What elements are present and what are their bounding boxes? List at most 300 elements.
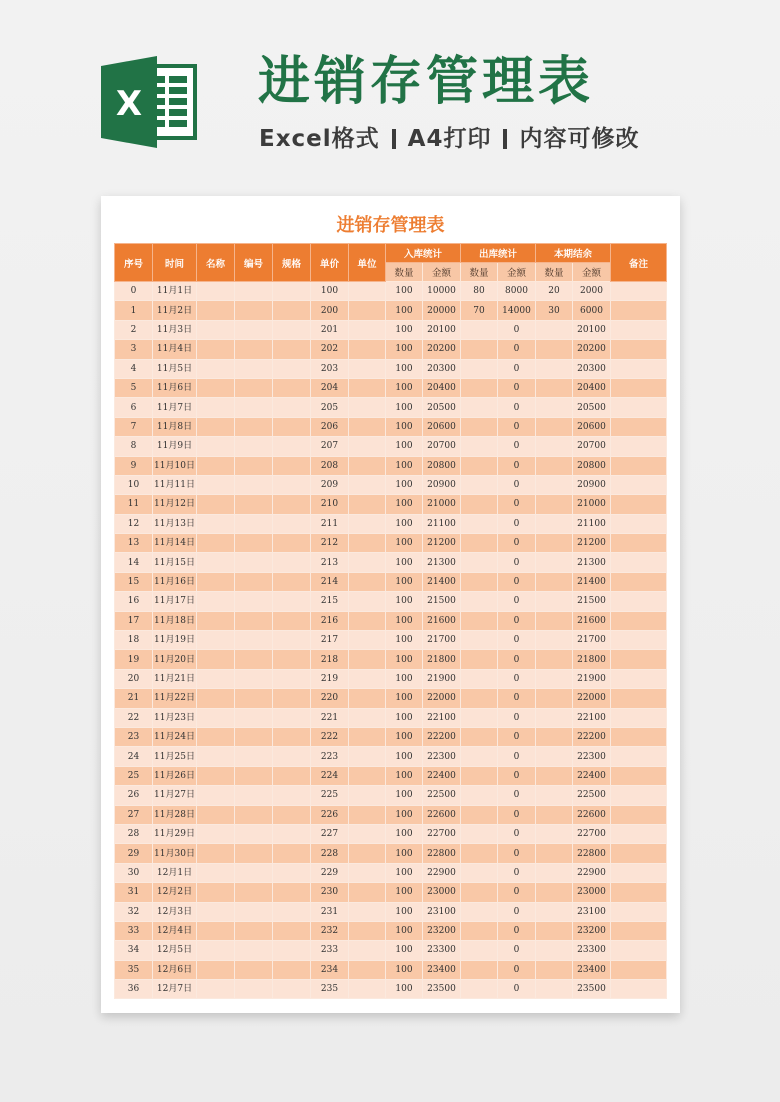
- cell-price[interactable]: 211: [311, 514, 349, 533]
- cell-seq[interactable]: 1: [115, 301, 153, 320]
- cell-date[interactable]: 11月5日: [153, 359, 197, 378]
- cell-bal-amt[interactable]: 21700: [573, 631, 611, 650]
- cell-in-qty[interactable]: 100: [386, 786, 423, 805]
- cell-spec[interactable]: [273, 495, 311, 514]
- cell-out-qty[interactable]: [461, 320, 498, 339]
- cell-note[interactable]: [611, 863, 667, 882]
- cell-in-amt[interactable]: 22700: [423, 824, 461, 843]
- cell-in-amt[interactable]: 20200: [423, 340, 461, 359]
- cell-seq[interactable]: 29: [115, 844, 153, 863]
- cell-in-amt[interactable]: 23500: [423, 980, 461, 999]
- cell-note[interactable]: [611, 514, 667, 533]
- cell-note[interactable]: [611, 301, 667, 320]
- cell-spec[interactable]: [273, 359, 311, 378]
- cell-bal-amt[interactable]: 22000: [573, 689, 611, 708]
- cell-out-qty[interactable]: [461, 941, 498, 960]
- cell-in-amt[interactable]: 21600: [423, 611, 461, 630]
- cell-price[interactable]: 224: [311, 766, 349, 785]
- cell-name[interactable]: [197, 534, 235, 553]
- cell-unit[interactable]: [349, 980, 386, 999]
- cell-bal-amt[interactable]: 21300: [573, 553, 611, 572]
- cell-bal-amt[interactable]: 22300: [573, 747, 611, 766]
- cell-name[interactable]: [197, 456, 235, 475]
- cell-note[interactable]: [611, 282, 667, 301]
- cell-code[interactable]: [235, 378, 273, 397]
- cell-out-qty[interactable]: [461, 553, 498, 572]
- cell-in-amt[interactable]: 23400: [423, 960, 461, 979]
- cell-unit[interactable]: [349, 592, 386, 611]
- cell-in-amt[interactable]: 21200: [423, 534, 461, 553]
- cell-unit[interactable]: [349, 805, 386, 824]
- cell-date[interactable]: 11月24日: [153, 727, 197, 746]
- cell-out-qty[interactable]: [461, 921, 498, 940]
- cell-price[interactable]: 228: [311, 844, 349, 863]
- cell-spec[interactable]: [273, 921, 311, 940]
- cell-unit[interactable]: [349, 320, 386, 339]
- cell-code[interactable]: [235, 766, 273, 785]
- cell-bal-amt[interactable]: 6000: [573, 301, 611, 320]
- cell-out-qty[interactable]: [461, 631, 498, 650]
- cell-code[interactable]: [235, 553, 273, 572]
- cell-note[interactable]: [611, 805, 667, 824]
- cell-spec[interactable]: [273, 301, 311, 320]
- cell-in-qty[interactable]: 100: [386, 553, 423, 572]
- cell-price[interactable]: 216: [311, 611, 349, 630]
- cell-price[interactable]: 225: [311, 786, 349, 805]
- cell-seq[interactable]: 18: [115, 631, 153, 650]
- cell-date[interactable]: 11月22日: [153, 689, 197, 708]
- cell-unit[interactable]: [349, 378, 386, 397]
- cell-price[interactable]: 220: [311, 689, 349, 708]
- cell-unit[interactable]: [349, 708, 386, 727]
- cell-in-qty[interactable]: 100: [386, 689, 423, 708]
- cell-out-qty[interactable]: [461, 572, 498, 591]
- cell-seq[interactable]: 13: [115, 534, 153, 553]
- cell-name[interactable]: [197, 611, 235, 630]
- cell-bal-amt[interactable]: 23500: [573, 980, 611, 999]
- cell-unit[interactable]: [349, 883, 386, 902]
- cell-spec[interactable]: [273, 980, 311, 999]
- cell-unit[interactable]: [349, 534, 386, 553]
- cell-bal-qty[interactable]: [536, 689, 573, 708]
- cell-seq[interactable]: 26: [115, 786, 153, 805]
- cell-date[interactable]: 12月5日: [153, 941, 197, 960]
- cell-spec[interactable]: [273, 766, 311, 785]
- cell-out-qty[interactable]: [461, 708, 498, 727]
- cell-out-qty[interactable]: [461, 456, 498, 475]
- cell-out-amt[interactable]: 0: [498, 650, 536, 669]
- cell-unit[interactable]: [349, 359, 386, 378]
- cell-code[interactable]: [235, 747, 273, 766]
- cell-out-qty[interactable]: [461, 611, 498, 630]
- cell-spec[interactable]: [273, 650, 311, 669]
- cell-out-qty[interactable]: [461, 980, 498, 999]
- cell-note[interactable]: [611, 631, 667, 650]
- cell-seq[interactable]: 7: [115, 417, 153, 436]
- cell-price[interactable]: 206: [311, 417, 349, 436]
- cell-unit[interactable]: [349, 689, 386, 708]
- cell-bal-amt[interactable]: 21900: [573, 669, 611, 688]
- cell-seq[interactable]: 14: [115, 553, 153, 572]
- cell-note[interactable]: [611, 824, 667, 843]
- cell-name[interactable]: [197, 941, 235, 960]
- cell-spec[interactable]: [273, 747, 311, 766]
- cell-code[interactable]: [235, 534, 273, 553]
- cell-seq[interactable]: 17: [115, 611, 153, 630]
- cell-name[interactable]: [197, 863, 235, 882]
- cell-note[interactable]: [611, 980, 667, 999]
- cell-out-amt[interactable]: 0: [498, 340, 536, 359]
- cell-unit[interactable]: [349, 650, 386, 669]
- cell-note[interactable]: [611, 475, 667, 494]
- cell-price[interactable]: 203: [311, 359, 349, 378]
- cell-code[interactable]: [235, 631, 273, 650]
- cell-in-qty[interactable]: 100: [386, 902, 423, 921]
- cell-spec[interactable]: [273, 844, 311, 863]
- cell-in-qty[interactable]: 100: [386, 805, 423, 824]
- cell-spec[interactable]: [273, 824, 311, 843]
- cell-name[interactable]: [197, 340, 235, 359]
- cell-bal-amt[interactable]: 22100: [573, 708, 611, 727]
- cell-price[interactable]: 100: [311, 282, 349, 301]
- cell-in-amt[interactable]: 20600: [423, 417, 461, 436]
- cell-note[interactable]: [611, 611, 667, 630]
- cell-price[interactable]: 204: [311, 378, 349, 397]
- cell-note[interactable]: [611, 727, 667, 746]
- cell-bal-amt[interactable]: 22400: [573, 766, 611, 785]
- cell-in-qty[interactable]: 100: [386, 534, 423, 553]
- cell-seq[interactable]: 36: [115, 980, 153, 999]
- cell-in-amt[interactable]: 22000: [423, 689, 461, 708]
- cell-out-qty[interactable]: [461, 824, 498, 843]
- cell-out-amt[interactable]: 0: [498, 378, 536, 397]
- cell-in-amt[interactable]: 20100: [423, 320, 461, 339]
- cell-name[interactable]: [197, 417, 235, 436]
- cell-bal-amt[interactable]: 20900: [573, 475, 611, 494]
- cell-bal-qty[interactable]: [536, 611, 573, 630]
- cell-name[interactable]: [197, 378, 235, 397]
- cell-note[interactable]: [611, 766, 667, 785]
- cell-price[interactable]: 235: [311, 980, 349, 999]
- cell-date[interactable]: 11月15日: [153, 553, 197, 572]
- cell-name[interactable]: [197, 844, 235, 863]
- cell-in-qty[interactable]: 100: [386, 320, 423, 339]
- cell-date[interactable]: 11月8日: [153, 417, 197, 436]
- cell-in-qty[interactable]: 100: [386, 980, 423, 999]
- cell-bal-qty[interactable]: [536, 475, 573, 494]
- cell-spec[interactable]: [273, 941, 311, 960]
- cell-spec[interactable]: [273, 611, 311, 630]
- cell-note[interactable]: [611, 786, 667, 805]
- cell-price[interactable]: 202: [311, 340, 349, 359]
- cell-bal-qty[interactable]: [536, 456, 573, 475]
- cell-out-amt[interactable]: 0: [498, 417, 536, 436]
- cell-note[interactable]: [611, 747, 667, 766]
- cell-seq[interactable]: 27: [115, 805, 153, 824]
- cell-price[interactable]: 207: [311, 437, 349, 456]
- cell-date[interactable]: 11月3日: [153, 320, 197, 339]
- cell-bal-qty[interactable]: [536, 495, 573, 514]
- cell-bal-qty[interactable]: [536, 747, 573, 766]
- cell-in-amt[interactable]: 22400: [423, 766, 461, 785]
- cell-out-qty[interactable]: [461, 534, 498, 553]
- cell-date[interactable]: 11月30日: [153, 844, 197, 863]
- cell-in-qty[interactable]: 100: [386, 960, 423, 979]
- cell-name[interactable]: [197, 669, 235, 688]
- cell-out-amt[interactable]: 0: [498, 786, 536, 805]
- cell-bal-qty[interactable]: [536, 669, 573, 688]
- cell-bal-qty[interactable]: [536, 553, 573, 572]
- cell-name[interactable]: [197, 398, 235, 417]
- cell-spec[interactable]: [273, 708, 311, 727]
- cell-bal-amt[interactable]: 20800: [573, 456, 611, 475]
- cell-date[interactable]: 11月14日: [153, 534, 197, 553]
- cell-bal-qty[interactable]: 30: [536, 301, 573, 320]
- cell-bal-qty[interactable]: [536, 340, 573, 359]
- cell-note[interactable]: [611, 708, 667, 727]
- cell-seq[interactable]: 10: [115, 475, 153, 494]
- cell-in-amt[interactable]: 22800: [423, 844, 461, 863]
- cell-in-qty[interactable]: 100: [386, 456, 423, 475]
- cell-bal-qty[interactable]: [536, 786, 573, 805]
- cell-spec[interactable]: [273, 727, 311, 746]
- cell-in-amt[interactable]: 20400: [423, 378, 461, 397]
- cell-note[interactable]: [611, 941, 667, 960]
- cell-bal-qty[interactable]: [536, 844, 573, 863]
- cell-out-amt[interactable]: 0: [498, 747, 536, 766]
- cell-seq[interactable]: 24: [115, 747, 153, 766]
- cell-seq[interactable]: 19: [115, 650, 153, 669]
- cell-out-amt[interactable]: 0: [498, 475, 536, 494]
- cell-bal-amt[interactable]: 22900: [573, 863, 611, 882]
- cell-seq[interactable]: 11: [115, 495, 153, 514]
- cell-bal-amt[interactable]: 23300: [573, 941, 611, 960]
- cell-out-qty[interactable]: [461, 902, 498, 921]
- cell-out-amt[interactable]: 0: [498, 708, 536, 727]
- cell-spec[interactable]: [273, 553, 311, 572]
- cell-date[interactable]: 11月26日: [153, 766, 197, 785]
- cell-note[interactable]: [611, 340, 667, 359]
- cell-date[interactable]: 11月7日: [153, 398, 197, 417]
- cell-code[interactable]: [235, 824, 273, 843]
- cell-note[interactable]: [611, 398, 667, 417]
- cell-name[interactable]: [197, 805, 235, 824]
- cell-bal-amt[interactable]: 2000: [573, 282, 611, 301]
- cell-bal-amt[interactable]: 21500: [573, 592, 611, 611]
- cell-unit[interactable]: [349, 475, 386, 494]
- cell-name[interactable]: [197, 980, 235, 999]
- cell-code[interactable]: [235, 727, 273, 746]
- cell-note[interactable]: [611, 320, 667, 339]
- cell-in-qty[interactable]: 100: [386, 921, 423, 940]
- cell-spec[interactable]: [273, 592, 311, 611]
- cell-out-qty[interactable]: [461, 398, 498, 417]
- cell-bal-amt[interactable]: 22200: [573, 727, 611, 746]
- cell-out-amt[interactable]: 14000: [498, 301, 536, 320]
- cell-in-amt[interactable]: 22900: [423, 863, 461, 882]
- cell-bal-qty[interactable]: [536, 359, 573, 378]
- cell-date[interactable]: 11月20日: [153, 650, 197, 669]
- cell-date[interactable]: 12月6日: [153, 960, 197, 979]
- cell-bal-qty[interactable]: [536, 534, 573, 553]
- cell-code[interactable]: [235, 417, 273, 436]
- cell-name[interactable]: [197, 921, 235, 940]
- cell-unit[interactable]: [349, 863, 386, 882]
- cell-date[interactable]: 11月25日: [153, 747, 197, 766]
- cell-note[interactable]: [611, 921, 667, 940]
- cell-code[interactable]: [235, 398, 273, 417]
- cell-price[interactable]: 214: [311, 572, 349, 591]
- cell-out-qty[interactable]: [461, 475, 498, 494]
- cell-out-amt[interactable]: 0: [498, 941, 536, 960]
- cell-bal-amt[interactable]: 20600: [573, 417, 611, 436]
- cell-date[interactable]: 11月21日: [153, 669, 197, 688]
- cell-unit[interactable]: [349, 437, 386, 456]
- cell-name[interactable]: [197, 282, 235, 301]
- cell-code[interactable]: [235, 863, 273, 882]
- cell-out-amt[interactable]: 0: [498, 805, 536, 824]
- cell-note[interactable]: [611, 669, 667, 688]
- cell-date[interactable]: 12月1日: [153, 863, 197, 882]
- cell-in-qty[interactable]: 100: [386, 437, 423, 456]
- cell-seq[interactable]: 6: [115, 398, 153, 417]
- cell-bal-qty[interactable]: [536, 437, 573, 456]
- cell-date[interactable]: 11月9日: [153, 437, 197, 456]
- cell-in-amt[interactable]: 20900: [423, 475, 461, 494]
- cell-bal-qty[interactable]: 20: [536, 282, 573, 301]
- cell-date[interactable]: 11月18日: [153, 611, 197, 630]
- cell-out-amt[interactable]: 0: [498, 902, 536, 921]
- cell-in-amt[interactable]: 21400: [423, 572, 461, 591]
- cell-bal-qty[interactable]: [536, 766, 573, 785]
- cell-out-amt[interactable]: 0: [498, 320, 536, 339]
- cell-in-qty[interactable]: 100: [386, 650, 423, 669]
- cell-in-amt[interactable]: 22100: [423, 708, 461, 727]
- cell-out-qty[interactable]: [461, 766, 498, 785]
- cell-code[interactable]: [235, 960, 273, 979]
- cell-bal-qty[interactable]: [536, 708, 573, 727]
- cell-bal-qty[interactable]: [536, 863, 573, 882]
- cell-date[interactable]: 12月7日: [153, 980, 197, 999]
- cell-bal-qty[interactable]: [536, 417, 573, 436]
- cell-spec[interactable]: [273, 534, 311, 553]
- cell-date[interactable]: 11月16日: [153, 572, 197, 591]
- cell-bal-qty[interactable]: [536, 572, 573, 591]
- cell-out-qty[interactable]: 80: [461, 282, 498, 301]
- cell-code[interactable]: [235, 902, 273, 921]
- cell-in-qty[interactable]: 100: [386, 708, 423, 727]
- cell-price[interactable]: 227: [311, 824, 349, 843]
- cell-unit[interactable]: [349, 456, 386, 475]
- cell-seq[interactable]: 34: [115, 941, 153, 960]
- cell-name[interactable]: [197, 766, 235, 785]
- cell-code[interactable]: [235, 650, 273, 669]
- cell-date[interactable]: 11月6日: [153, 378, 197, 397]
- cell-out-qty[interactable]: [461, 960, 498, 979]
- cell-note[interactable]: [611, 553, 667, 572]
- cell-seq[interactable]: 22: [115, 708, 153, 727]
- cell-code[interactable]: [235, 495, 273, 514]
- cell-unit[interactable]: [349, 766, 386, 785]
- cell-in-qty[interactable]: 100: [386, 417, 423, 436]
- cell-bal-amt[interactable]: 20300: [573, 359, 611, 378]
- cell-bal-qty[interactable]: [536, 805, 573, 824]
- cell-spec[interactable]: [273, 514, 311, 533]
- cell-out-qty[interactable]: [461, 495, 498, 514]
- cell-date[interactable]: 12月3日: [153, 902, 197, 921]
- cell-spec[interactable]: [273, 282, 311, 301]
- cell-unit[interactable]: [349, 631, 386, 650]
- cell-in-qty[interactable]: 100: [386, 824, 423, 843]
- cell-seq[interactable]: 5: [115, 378, 153, 397]
- cell-unit[interactable]: [349, 611, 386, 630]
- cell-spec[interactable]: [273, 631, 311, 650]
- cell-out-qty[interactable]: 70: [461, 301, 498, 320]
- cell-in-amt[interactable]: 10000: [423, 282, 461, 301]
- cell-code[interactable]: [235, 805, 273, 824]
- cell-name[interactable]: [197, 572, 235, 591]
- cell-in-amt[interactable]: 21900: [423, 669, 461, 688]
- cell-unit[interactable]: [349, 398, 386, 417]
- cell-bal-qty[interactable]: [536, 727, 573, 746]
- cell-out-qty[interactable]: [461, 844, 498, 863]
- cell-out-qty[interactable]: [461, 417, 498, 436]
- cell-spec[interactable]: [273, 456, 311, 475]
- cell-in-amt[interactable]: 20300: [423, 359, 461, 378]
- cell-out-qty[interactable]: [461, 727, 498, 746]
- cell-spec[interactable]: [273, 437, 311, 456]
- cell-spec[interactable]: [273, 960, 311, 979]
- cell-name[interactable]: [197, 437, 235, 456]
- cell-bal-qty[interactable]: [536, 921, 573, 940]
- cell-date[interactable]: 11月19日: [153, 631, 197, 650]
- cell-in-amt[interactable]: 20800: [423, 456, 461, 475]
- cell-note[interactable]: [611, 437, 667, 456]
- cell-seq[interactable]: 23: [115, 727, 153, 746]
- cell-out-qty[interactable]: [461, 514, 498, 533]
- cell-price[interactable]: 219: [311, 669, 349, 688]
- cell-out-qty[interactable]: [461, 340, 498, 359]
- cell-bal-qty[interactable]: [536, 960, 573, 979]
- cell-note[interactable]: [611, 689, 667, 708]
- cell-in-qty[interactable]: 100: [386, 359, 423, 378]
- cell-spec[interactable]: [273, 378, 311, 397]
- cell-in-qty[interactable]: 100: [386, 378, 423, 397]
- cell-price[interactable]: 233: [311, 941, 349, 960]
- cell-out-qty[interactable]: [461, 689, 498, 708]
- cell-note[interactable]: [611, 534, 667, 553]
- cell-in-qty[interactable]: 100: [386, 495, 423, 514]
- cell-in-amt[interactable]: 20700: [423, 437, 461, 456]
- cell-seq[interactable]: 16: [115, 592, 153, 611]
- cell-price[interactable]: 208: [311, 456, 349, 475]
- cell-out-amt[interactable]: 0: [498, 553, 536, 572]
- cell-date[interactable]: 11月1日: [153, 282, 197, 301]
- cell-code[interactable]: [235, 786, 273, 805]
- cell-price[interactable]: 200: [311, 301, 349, 320]
- cell-spec[interactable]: [273, 340, 311, 359]
- cell-bal-qty[interactable]: [536, 398, 573, 417]
- cell-price[interactable]: 212: [311, 534, 349, 553]
- cell-in-amt[interactable]: 21500: [423, 592, 461, 611]
- cell-note[interactable]: [611, 417, 667, 436]
- cell-date[interactable]: 11月27日: [153, 786, 197, 805]
- cell-seq[interactable]: 28: [115, 824, 153, 843]
- cell-price[interactable]: 217: [311, 631, 349, 650]
- cell-unit[interactable]: [349, 417, 386, 436]
- cell-out-amt[interactable]: 0: [498, 980, 536, 999]
- cell-in-amt[interactable]: 21300: [423, 553, 461, 572]
